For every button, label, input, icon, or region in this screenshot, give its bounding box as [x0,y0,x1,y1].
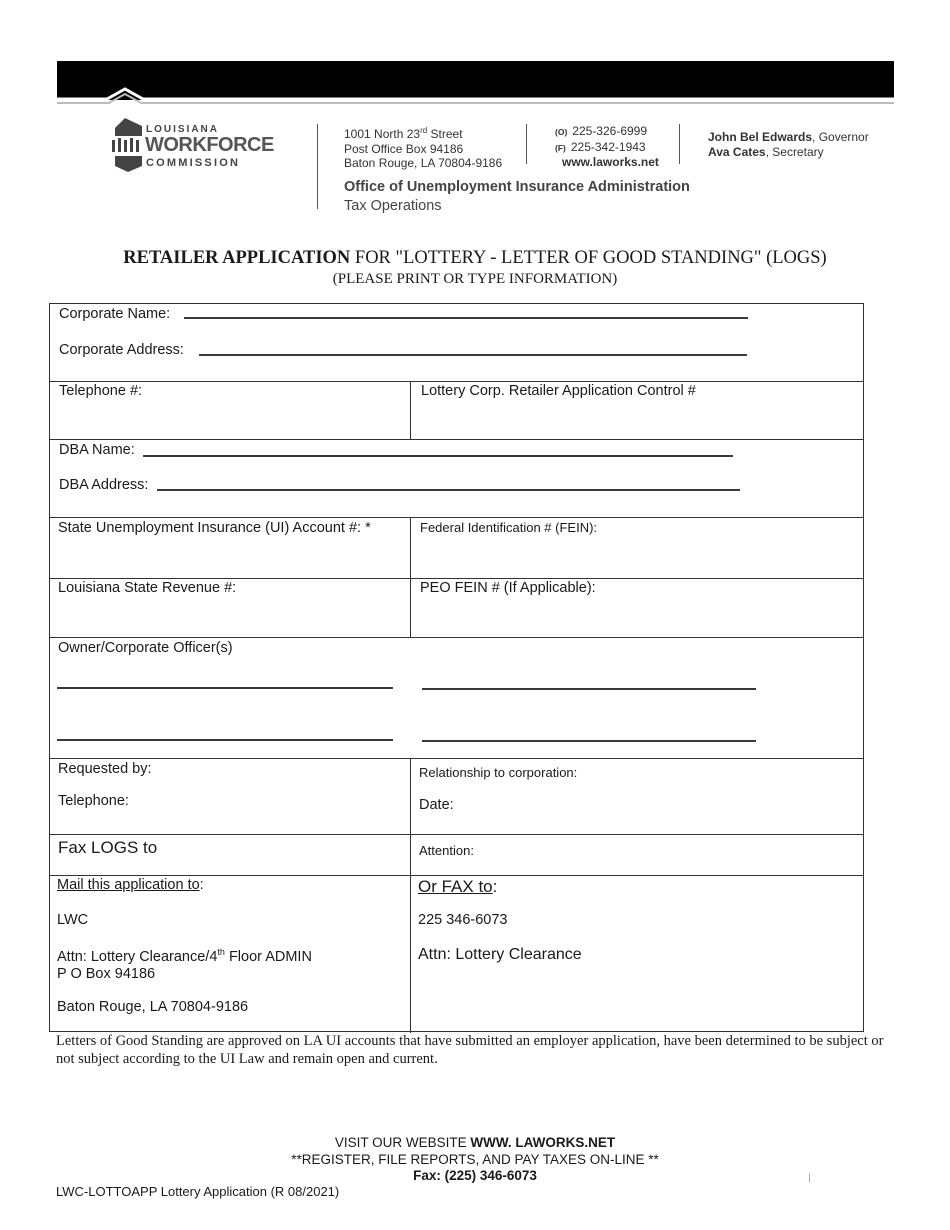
peo-fein-label: PEO FEIN # (If Applicable): [420,580,596,596]
attn-line: Attn: Lottery Clearance/4th Floor ADMIN [57,947,312,965]
secretary-line: Ava Cates, Secretary [708,144,824,159]
date-label: Date: [419,797,454,813]
po-box-line: P O Box 94186 [57,966,156,982]
officer-input-4[interactable] [422,740,756,742]
dba-name-input[interactable] [143,455,733,457]
corporate-address-input[interactable] [199,354,747,356]
row-divider [50,834,863,835]
agency-officials [708,130,869,159]
city-line: Baton Rouge, LA 70804-9186 [57,999,249,1015]
row-divider [50,875,863,876]
ui-account-label: State Unemployment Insurance (UI) Account #: * [58,520,371,536]
control-number-label: Lottery Corp. Retailer Application Control # [421,383,696,399]
corporate-name-input[interactable] [184,317,748,319]
office-sub: Tax Operations [344,198,442,214]
office-phone: (O) 225-326-6999 [555,124,648,138]
fax-logs-label: Fax LOGS to [58,838,158,857]
dba-name-label: DBA Name: [59,442,135,458]
form-id: LWC-LOTTOAPP Lottery Application (R 08/2021) [56,1184,340,1199]
footer-fax: Fax: (225) 346-6073 [413,1168,537,1183]
mail-to-label: Mail this application to: [57,877,204,893]
agency-contact [555,124,659,170]
col-divider [410,758,411,1033]
row-divider [50,381,863,382]
row-divider [50,517,863,518]
or-fax-label: Or FAX to: [418,877,498,896]
header-divider-2 [526,124,527,164]
row-divider [50,439,863,440]
row-divider [50,637,863,638]
telephone-label: Telephone #: [59,383,143,399]
footer-visit: VISIT OUR WEBSITE WWW. LAWORKS.NET [334,1135,616,1150]
logo-line1: LOUISIANA [146,124,219,135]
logo-line3: COMMISSION [146,157,241,169]
row-divider [50,758,863,759]
relationship-label: Relationship to corporation: [419,765,578,780]
agency-address [344,124,502,171]
fax-number: 225 346-6073 [418,912,508,928]
website-link[interactable]: www.laworks.net [562,155,659,169]
eligibility-note: Letters of Good Standing are approved on LA UI accounts that have submitted an employer application, have been determined to be subject or not subject according to the UI Law and remain open and current. [56,1033,884,1067]
corporate-name-label: Corporate Name: [59,306,171,322]
footer-mark [809,1173,810,1182]
header-divider-1 [317,124,318,209]
col-divider [410,381,411,439]
attention-label: Attention: [419,843,474,858]
footer-register: **REGISTER, FILE REPORTS, AND PAY TAXES ON-LINE ** [291,1151,659,1167]
revenue-label: Louisiana State Revenue #: [58,580,237,596]
logo-mark-icon [112,118,144,173]
banner-notch [57,86,894,106]
application-form [49,303,864,1032]
page-subtitle: (PLEASE PRINT OR TYPE INFORMATION) [332,271,618,287]
logo-line2: WORKFORCE [145,134,274,156]
address-line2: Post Office Box 94186 [344,141,464,156]
lwc-logo [112,118,274,173]
row-divider [50,578,863,579]
dba-address-input[interactable] [157,489,740,491]
corporate-address-label: Corporate Address: [59,342,184,358]
governor-line: John Bel Edwards, Governor [708,130,869,144]
footer-website-link[interactable]: WWW. LAWORKS.NET [470,1135,616,1150]
requested-by-label: Requested by: [58,761,152,777]
page-title: RETAILER APPLICATION FOR "LOTTERY - LETTER OF GOOD STANDING" (LOGS) [123,248,827,268]
lwc-label: LWC [57,912,89,928]
fein-label: Federal Identification # (FEIN): [420,520,598,535]
header-divider-3 [679,124,680,164]
col-divider [410,517,411,637]
dba-address-label: DBA Address: [59,477,149,493]
address-line1: 1001 North 23rd Street [344,126,463,141]
office-name: Office of Unemployment Insurance Administration [344,179,690,195]
officer-input-1[interactable] [57,687,393,689]
officer-input-3[interactable] [57,739,393,741]
req-telephone-label: Telephone: [58,793,129,809]
officers-label: Owner/Corporate Officer(s) [58,640,233,656]
fax-attn: Attn: Lottery Clearance [418,946,582,963]
fax-phone: (F) 225-342-1943 [555,139,646,154]
officer-input-2[interactable] [422,688,756,690]
address-line3: Baton Rouge, LA 70804-9186 [344,156,503,170]
footer [0,1135,950,1185]
